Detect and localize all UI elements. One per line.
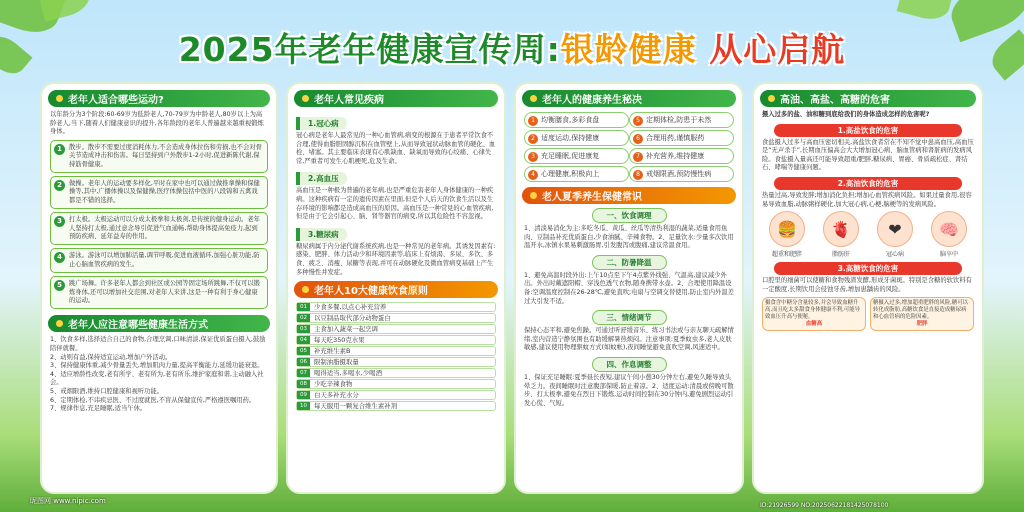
- tip-number: 3: [528, 152, 538, 162]
- diet-rule: [296, 324, 496, 334]
- header-label: 老年人10大健康饮食原则: [314, 286, 428, 298]
- disease-label: 冠心病: [885, 251, 904, 259]
- header-label: 老年人适合哪些运动?: [68, 95, 164, 106]
- tip-number: 7: [633, 152, 643, 162]
- diet-rule: [296, 346, 496, 356]
- disease-icon: ❤: [877, 211, 913, 247]
- bullet-icon: [530, 95, 537, 102]
- section-text: 1、保证充足睡眠:夏季昼长夜短,建议午间小憩30分钟左右,避免久睡导致头晕乏力。夜间睡眠时注意腹部保暖,防止着凉。2、适度运动:清晨或傍晚可散步、打太极拳,避免在烈日下锻炼,运动时间控制在30分钟内,避免剧烈运动引发心慌、气短。: [524, 373, 734, 407]
- tip-item: [629, 112, 734, 128]
- item-text: 打太极。太极运动可以分成太极拳和太极剑,是传统的健身运动。老年人坚持打太极,通过意念导引促进气血通畅,帮助身体提高免疫力,起到预防疾病、延年益寿的作用。: [69, 216, 260, 241]
- rule-number: 07: [297, 369, 310, 377]
- salt-text: 食盐摄入过多与高血压密切相关,高盐饮食者常在不知不觉中患高血压,高血压是“无声杀手”,长期血压偏高会大大增加冠心病、脑血管病和肾脏病的发病风险。食盐摄入量高还可能导致超重/肥胖,糖尿病、胃癌、骨质疏松症、肾结石、哮喘等健康问题。: [762, 138, 974, 172]
- rule-number: 05: [297, 347, 310, 355]
- tip-number: 2: [528, 134, 538, 144]
- rule-text: 白天多补充水分: [314, 391, 359, 400]
- rule-number: 02: [297, 314, 310, 322]
- rule-text: 主食加入蔬菜一起烹调: [314, 325, 378, 334]
- watermark-right: ID:21926599 NO:20250622181425078100: [760, 502, 889, 509]
- intro-text: 以年龄分为3个阶段:60-69岁为低龄老人,70-79岁为中龄老人,80岁以上为高龄老人,当下,随着人们健康意识的提升,各年龄段的老年人普遍越来越重视锻炼身体。: [50, 111, 264, 136]
- rule-text: 喝得适当,多喝水,少喝酒: [314, 369, 382, 378]
- disease-card: [927, 211, 971, 258]
- header-label: 老人夏季养生保健常识: [542, 192, 642, 203]
- disease-card: [765, 211, 809, 258]
- section-text: 1、清淡易消化为主:多吃冬瓜、黄瓜、丝瓜等清热利湿的蔬菜,适量食用鱼肉、豆制品补充优质蛋白,少食油腻、辛辣食物。2、足量饮水:少量多次饮用温开水,冰镇水果易刺激肠胃,引发腹泻或腹痛,建议常温食用。: [524, 225, 734, 250]
- section-header: [526, 208, 732, 223]
- rule-text: 限制油脂摄取量: [314, 358, 359, 367]
- header-label: 高油、高盐、高糖的危害: [780, 95, 890, 106]
- disease-icons: [760, 211, 976, 258]
- diet-rule: [296, 401, 496, 411]
- section-text: 保持心态平和,避免焦躁。可通过听舒缓音乐、练习书法或与亲友聊天疏解情绪,室内营造宁静氛围也有助缓解暑热烦闷。注意事项:夏季蚊虫多,老人皮肤敏感,建议使用物理驱蚊方式(如蚊帐),夜间睡觉避免直吹空调,风速适中。: [524, 327, 734, 352]
- panel-header: [294, 90, 498, 107]
- rule-number: 09: [297, 391, 310, 399]
- lifestyle-item: 2、动则有益,保持适宜运动,增加户外活动。: [50, 353, 172, 361]
- tip-item: [629, 166, 734, 182]
- rule-text: 以豆制品取代部分动物蛋白: [314, 314, 391, 323]
- bubble-blood-sugar: [762, 297, 866, 330]
- rule-text: 每天服用一颗复合维生素补剂: [314, 402, 398, 411]
- section-header: [526, 357, 732, 372]
- disease-icon: 🫀: [823, 211, 859, 247]
- exercise-item: [50, 176, 268, 209]
- item-number: 3: [54, 216, 65, 227]
- summer-sections: [516, 208, 742, 408]
- header-label: 老年人的健康养生秘决: [542, 95, 642, 106]
- bullet-icon: [56, 320, 63, 327]
- leaf-decoration: [36, 0, 93, 22]
- section-header: [526, 310, 732, 325]
- bullet-icon: [302, 286, 309, 293]
- salt-label: 1.高盐饮食的危害: [774, 124, 962, 137]
- tips-grid: [524, 111, 734, 183]
- item-number: 5: [54, 280, 65, 291]
- panel-header: [48, 90, 270, 107]
- tip-item: [524, 148, 629, 164]
- oil-label: 2.高油饮食的危害: [774, 177, 962, 190]
- tip-text: 充足睡眠,促进康复: [541, 152, 600, 160]
- title-part1: 2025年老年健康宣传周:: [178, 30, 561, 69]
- tip-item: [524, 166, 629, 182]
- bullet-icon: [768, 95, 775, 102]
- section-title: 二、防暑降温: [592, 255, 667, 270]
- panel-header: [522, 187, 736, 204]
- sugar-text: 口腔里的细菌可以使糖和食物残渣发酵,形成牙菌斑。特别是含糖的软饮料有一定酸度,长期饮用会侵蚀牙齿,增加患龋齿的风险。: [762, 277, 972, 293]
- bullet-icon: [530, 192, 537, 199]
- section-title: 四、作息调整: [592, 357, 667, 372]
- exercise-item: [50, 140, 268, 173]
- lifestyle-item: 1、饮食多样,选择适合自己的食物,合理烹调,口味清淡,保证优质蛋白摄入,鼓励陪伴就餐。: [50, 336, 266, 353]
- diet-rules-list: [288, 302, 504, 411]
- lifestyle-item: 5、戒烟限酒,维持口腔健康和视听功能。: [50, 388, 164, 396]
- poster-title: [0, 24, 1024, 76]
- disease-name: 2.高血压: [296, 172, 347, 185]
- tip-text: 心理健康,积极向上: [541, 170, 600, 178]
- panel-hazards: [752, 82, 984, 494]
- section-title: 三、情绪调节: [592, 310, 667, 325]
- rule-text: 少吃辛辣食物: [314, 380, 353, 389]
- exercise-list: [42, 140, 276, 310]
- lifestyle-item: 4、适应增龄性改变,老有所学、老有所为,老有所乐,维护家庭和谐,主动融入社会。: [50, 370, 264, 387]
- watermark-left: 昵图网 www.nipic.com: [30, 497, 106, 505]
- disease-name: 3.糖尿病: [296, 228, 347, 241]
- oil-text: 热量过高,导致发胖;增加消化负担;增加心血管疾病风险。如果过量食用,很容易导致血脂,动脉粥样硬化,加大冠心病,心梗,脑梗等的发病风险。: [762, 191, 972, 208]
- item-text: 做操。老年人的运动要多样化,平时在家中也可以通过做推拿操和保健操等,其中,广播体操以及保健操,医疗体操包括中医的八段锦和五禽戏都是不错的选择。: [69, 180, 260, 204]
- tip-item: [629, 148, 734, 164]
- panel-header: [48, 315, 270, 332]
- sugar-label: 3.高糖饮食的危害: [774, 262, 962, 275]
- rule-number: 04: [297, 336, 310, 344]
- disease-label: 脑卒中: [939, 251, 958, 259]
- diet-rule: [296, 335, 496, 345]
- panel-header: [760, 90, 976, 107]
- item-number: 2: [54, 180, 65, 191]
- section-text: 1、避免高温时段外出:上午10点至下午4点紫外线强、气温高,建议减少外出。外出时戴遮阳帽、穿浅色透气衣物,随身携带水壶。2、合理使用降温设备:空调温度控制在26-28℃,避免直吹;电扇与空调交替使用,防止室内外温差过大引发不适。: [524, 271, 734, 305]
- exercise-item: [50, 248, 268, 273]
- disease-icon: 🧠: [931, 211, 967, 247]
- disease-text: 糖尿病属于内分泌代谢系统疾病,也是一种常见的老年病。其诱发因素有:感染、肥胖、体力活动少和环境因素等,临床上有烦渴、多尿、多饮、多食、疲乏、消瘦、尿糖等表现,并可在动脉硬化及微血管病变基础上产生多种慢性并发症。: [296, 242, 496, 276]
- disease-card: [819, 211, 863, 258]
- lifestyle-list: [42, 336, 276, 413]
- tip-number: 1: [528, 116, 538, 126]
- tip-text: 均衡膳食,多彩食盘: [541, 116, 600, 124]
- tip-item: [524, 112, 629, 128]
- panel-wellness: [514, 82, 744, 494]
- rule-text: 少食多餐,以点心补充营养: [314, 303, 387, 312]
- tip-number: 5: [633, 116, 643, 126]
- disease-label: 超重和肥胖: [771, 251, 802, 259]
- disease-name: 1.冠心病: [296, 117, 347, 130]
- item-text: 跳广场舞。许多老年人都会到社区或公园等固定场所跳舞,不仅可以锻炼身体,还可以增加社交范围,对老年人来讲,这是一种有利于身心健康的运动。: [69, 280, 260, 305]
- panel-exercise: [40, 82, 278, 494]
- header-label: 老年人常见疾病: [314, 95, 384, 106]
- diet-rule: [296, 313, 496, 323]
- section-header: [526, 255, 732, 270]
- item-number: 1: [54, 144, 65, 155]
- question-text: 摄入过多的盐、油和糖到底给我们的身体造成怎样的危害呢?: [762, 111, 930, 118]
- rule-text: 每天吃350克水果: [314, 336, 365, 345]
- title-part3: 从心启航: [709, 30, 846, 69]
- bubble-row: [762, 297, 974, 330]
- disease-label: 脂肪肝: [831, 251, 850, 259]
- diet-rule: [296, 368, 496, 378]
- tip-item: [629, 130, 734, 146]
- rule-number: 01: [297, 303, 310, 311]
- bubble-label: 血糖高: [805, 320, 823, 327]
- disease-text: 高血压是一种极为普遍的老年病,也是严重危害老年人身体健康的一种疾病。这种疾病有一定的遗传因素在里面,但是个人后天的饮食生活以及生存环境的影响都是造成高血压的原因。高血压是一种常見的心血管疾病,但是由于它会引起心、脑、肾等器官的病变,所以其危险性不容忽视。: [296, 187, 494, 221]
- bubble-label: 肥胖: [916, 320, 928, 327]
- tip-text: 补充营养,维持健康: [646, 152, 705, 160]
- lifestyle-item: 3、保持健康体重,减少骨量丢失,增加肌肉力量,提高平衡能力,延缓功能衰退。: [50, 362, 264, 370]
- tip-number: 8: [633, 170, 643, 180]
- diet-rule: [296, 357, 496, 367]
- panel-header: [522, 90, 736, 107]
- leaf-decoration: [897, 0, 954, 24]
- bubble-obesity: [870, 297, 974, 330]
- tip-number: 6: [633, 134, 643, 144]
- header-label: 老年人应注意哪些健康生活方式: [68, 320, 208, 332]
- lifestyle-item: 6、定期体检,不讳疾忌医、不过度就医,不盲从保健宣传,严格遵医嘱用药。: [50, 396, 256, 404]
- rule-number: 10: [297, 402, 310, 410]
- rule-number: 06: [297, 358, 310, 366]
- tip-text: 合理用药,谨慎服药: [646, 134, 705, 142]
- exercise-item: [50, 276, 268, 309]
- bullet-icon: [56, 95, 63, 102]
- rule-text: 补充维生素B: [314, 347, 351, 356]
- tip-number: 4: [528, 170, 538, 180]
- bullet-icon: [302, 95, 309, 102]
- tip-item: [524, 130, 629, 146]
- item-text: 游泳。游泳可以增加肺活量,调节呼吸,促进血液循环,加强心脏功能,防止心脑血管疾病的发生。: [69, 252, 260, 268]
- item-number: 4: [54, 252, 65, 263]
- bubble-text: 摄食含中糖分含量较多,并会导致血糖升高,而且吃太多甜食身体健康不利,可能导致血压升高与便秘。: [765, 300, 861, 320]
- tip-text: 适度运动,保持健康: [541, 134, 600, 142]
- bubble-text: 糖摄入过多,增加超重肥胖的风险,糖可以转化成脂肪,高糖饮食是直接造成糖尿病和心血管病的危险因素。: [873, 300, 969, 320]
- item-text: 散步。散步不需要过度消耗体力,不会造成身体拉伤和劳损,也不会对骨关节造成冲击和伤害。每日坚持到户外散步1-2小时,促进新陈代谢,保持筋骨健康。: [69, 143, 262, 168]
- tip-text: 戒烟限酒,预防慢性病: [646, 170, 712, 178]
- disease-text: 冠心病是老年人最常见的一种心血管病,病变的根源在于患者平常饮食不合理,使得血脂胆固醇沉积在血管壁上,从而导致冠状动脉血管的硬化、血栓、堵塞。其主要临床表现有心肌缺血、缺氧而导致的心绞痛、心律失常,严重者可发生心肌梗死,危及生命。: [296, 132, 496, 165]
- title-part2: 银龄健康: [560, 30, 697, 69]
- exercise-item: [50, 212, 268, 245]
- disease-list: [288, 111, 504, 277]
- section-title: 一、饮食调理: [592, 208, 667, 223]
- diet-rule: [296, 379, 496, 389]
- rule-number: 08: [297, 380, 310, 388]
- tip-text: 定期体检,防患于未然: [646, 116, 712, 124]
- disease-icon: 🍔: [769, 211, 805, 247]
- lifestyle-item: 7、规律作息,充足睡眠,适当午休。: [50, 405, 147, 413]
- panel-header: [294, 281, 498, 298]
- panel-diseases: [286, 82, 506, 494]
- disease-card: [873, 211, 917, 258]
- diet-rule: [296, 390, 496, 400]
- diet-rule: [296, 302, 496, 312]
- rule-number: 03: [297, 325, 310, 333]
